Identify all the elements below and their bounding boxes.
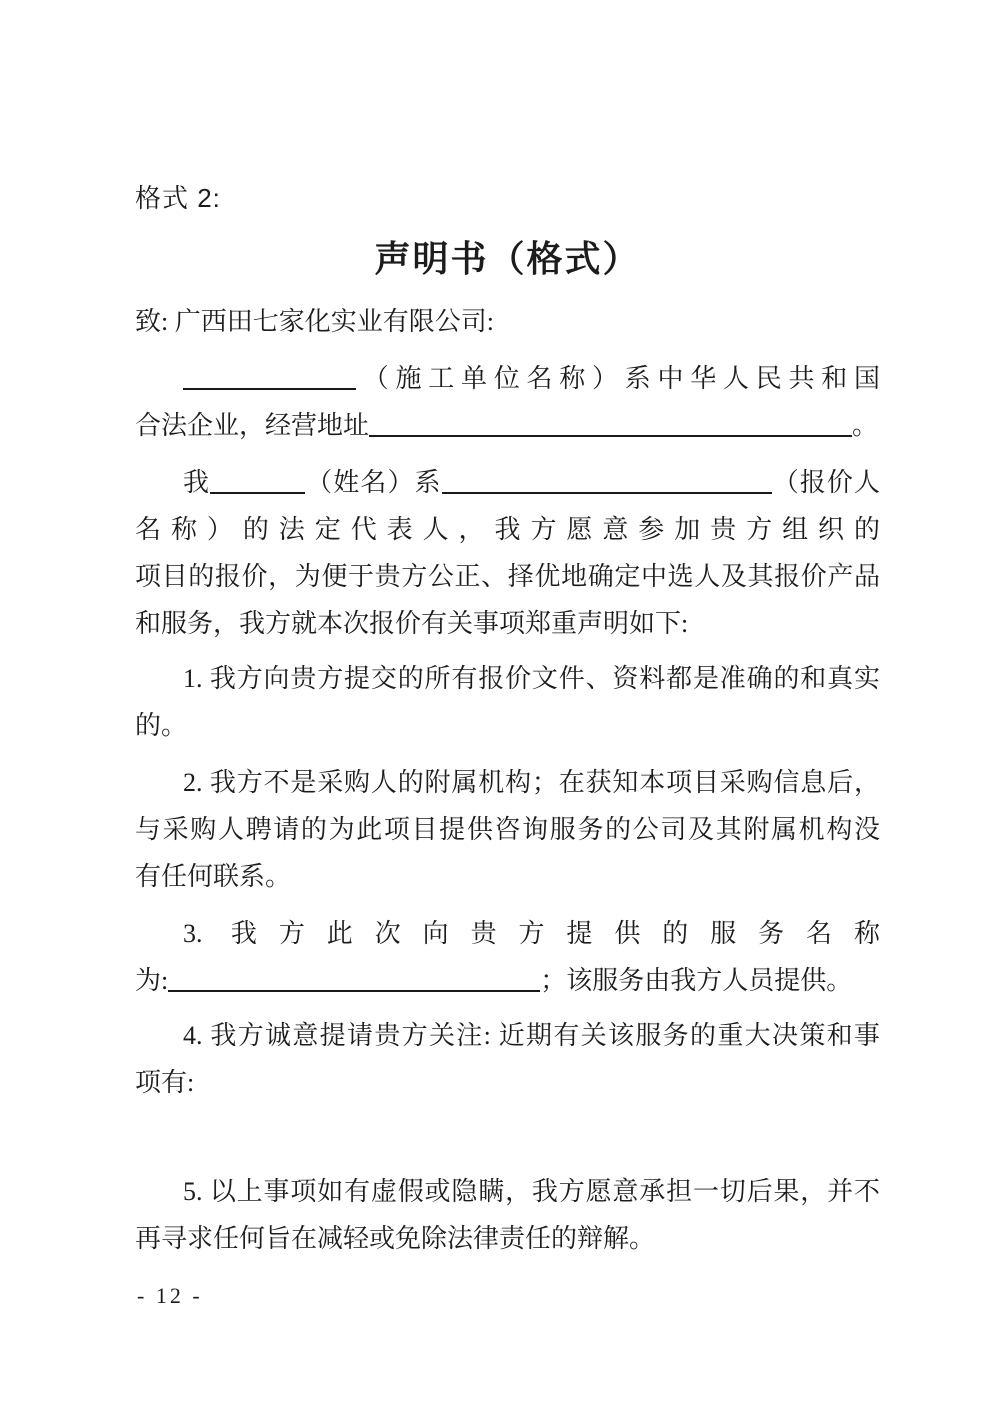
blank-field-business-address [369,409,852,437]
document-title: 声明书（格式） [374,239,641,279]
blank-field-construction-unit-name [183,362,356,390]
blank-field-bidder-name [442,466,772,494]
item-3-line-1: 3. 我方此次向贵方提供的服务名称 [183,919,880,948]
blank-field-service-name [168,964,540,992]
declaration-item-4 [135,1012,880,1106]
item-3-service-prefix: 为: [135,966,169,995]
format-label: 格式 2: [135,183,221,213]
company-intro-line-2-text: 合法企业，经营地址 [135,411,370,440]
declaration-item-5 [135,1168,880,1262]
blank-field-legal-representative-name [210,466,305,494]
representative-line-2: 名称）的法定代表人，我方愿意参加贵方组织的 [135,515,880,544]
item-1-line-2: 的。 [135,711,188,740]
declaration-item-2 [135,759,880,900]
item-3-line-2 [135,957,880,1004]
company-intro-line-1 [135,355,880,402]
representative-we-text: 我 [183,468,211,497]
item-4-line-1: 4. 我方诚意提请贵方关注: 近期有关该服务的重大决策和事 [183,1021,880,1050]
representative-bidder-label: （报价人 [771,468,880,497]
company-intro-line-2-period: 。 [852,411,879,440]
paragraph-company-intro [135,355,880,449]
document-body [135,183,880,1262]
item-2-line-3: 有任何联系。 [135,862,292,891]
representative-name-label: （姓名）系 [305,468,442,497]
representative-line-1 [135,459,880,506]
representative-line-3: 项目的报价，为便于贵方公正、择优地确定中选人及其报价产品 [135,562,880,591]
company-intro-line-1-text: （施工单位名称）系中华人民共和国 [356,364,880,393]
declaration-item-1 [135,655,880,749]
item-5-line-1: 5. 以上事项如有虚假或隐瞒，我方愿意承担一切后果，并不 [183,1177,880,1206]
page-number: - 12 - [137,1283,203,1308]
item-2-line-2: 与采购人聘请的为此项目提供咨询服务的公司及其附属机构没 [135,815,880,844]
declaration-item-3 [135,910,880,1004]
item-2-line-1: 2. 我方不是采购人的附属机构；在获知本项目采购信息后， [183,768,880,797]
item-4-line-2: 项有: [135,1068,195,1097]
company-intro-line-2 [135,402,880,449]
representative-line-4: 和服务，我方就本次报价有关事项郑重声明如下: [135,609,689,638]
item-1-line-1: 1. 我方向贵方提交的所有报价文件、资料都是准确的和真实 [183,664,880,693]
item-3-service-suffix: ；该服务由我方人员提供。 [540,966,853,995]
item-5-line-2: 再寻求任何旨在减轻或免除法律责任的辩解。 [135,1224,656,1253]
paragraph-representative-intro [135,459,880,647]
salutation-line: 致: 广西田七家化实业有限公司: [135,307,494,336]
